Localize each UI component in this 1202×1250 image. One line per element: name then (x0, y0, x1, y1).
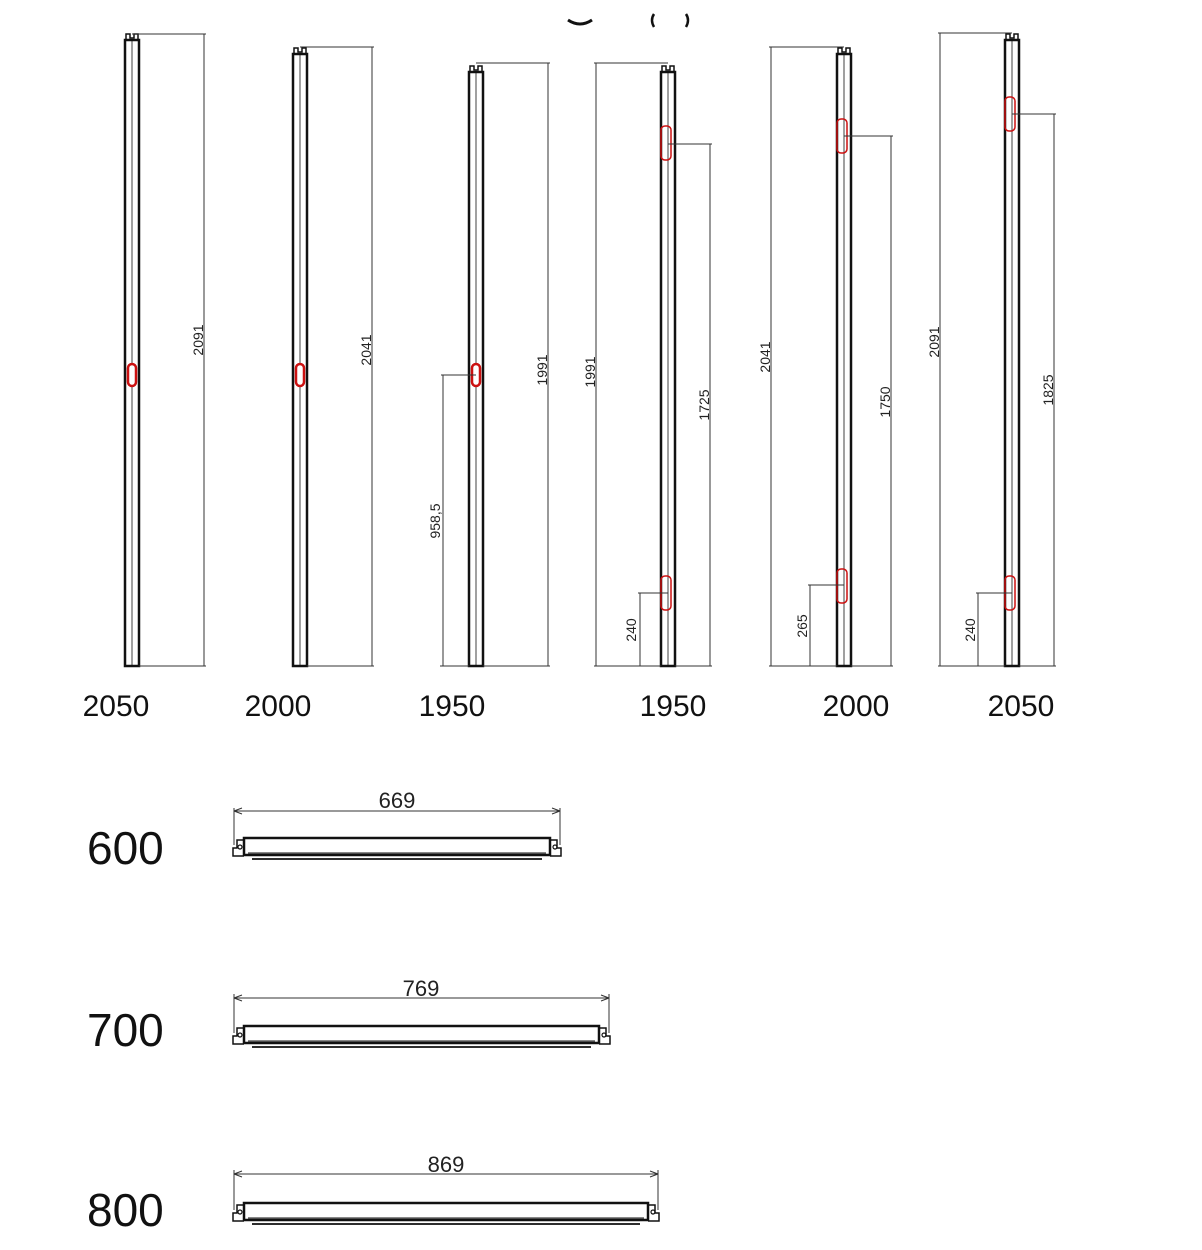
post-length-label: 2050 (82, 690, 150, 723)
height-dim-text: 2091 (926, 326, 942, 358)
height-dimension (769, 47, 844, 666)
height-dim-text: 1991 (582, 356, 598, 388)
title-fragment (568, 14, 688, 27)
rail-body (233, 838, 561, 859)
rail-size-label: 700 (87, 1004, 164, 1056)
post-body (293, 48, 307, 666)
post-5 (757, 47, 893, 723)
height-dim-text: 2091 (190, 324, 206, 356)
rail-800 (87, 1152, 659, 1236)
post-3 (419, 63, 550, 723)
rail-size-label: 800 (87, 1184, 164, 1236)
rail-700 (87, 976, 610, 1056)
post-length-label: 2000 (822, 690, 890, 723)
rail-body (233, 1026, 610, 1047)
rail-size-label: 600 (87, 822, 164, 874)
post-2 (245, 47, 374, 723)
coupling-marker (296, 364, 304, 386)
post-body (1005, 34, 1019, 666)
rail-dim-text: 769 (402, 976, 440, 1001)
coupling-height-dim-text: 958,5 (427, 503, 443, 539)
height-dim-text: 1991 (534, 354, 550, 386)
upper-coupling-dim-text: 1725 (696, 389, 712, 421)
post-6 (926, 33, 1056, 723)
lower-coupling-dim-text: 240 (962, 618, 978, 642)
coupling-marker (128, 364, 136, 386)
post-length-label: 2050 (987, 690, 1055, 723)
height-dim-text: 2041 (358, 334, 374, 366)
upper-coupling-dim-text: 1750 (877, 386, 893, 418)
lower-coupling-dim-text: 240 (623, 618, 639, 642)
post-length-label: 1950 (639, 690, 707, 723)
lower-coupling-dim-text: 265 (794, 614, 810, 638)
rail-body (233, 1203, 659, 1224)
upper-coupling-dim-text: 1825 (1040, 374, 1056, 406)
post-body (125, 34, 139, 666)
rail-600 (87, 788, 561, 874)
post-1 (83, 34, 206, 723)
post-4 (582, 63, 712, 723)
height-dim-text: 2041 (757, 341, 773, 373)
post-length-label: 2000 (244, 690, 312, 723)
post-length-label: 1950 (418, 690, 486, 723)
height-dimension (594, 63, 668, 666)
rail-dim-text: 669 (378, 788, 416, 813)
height-dimension (938, 33, 1012, 666)
post-body (837, 48, 851, 666)
rail-dim-text: 869 (427, 1152, 465, 1177)
